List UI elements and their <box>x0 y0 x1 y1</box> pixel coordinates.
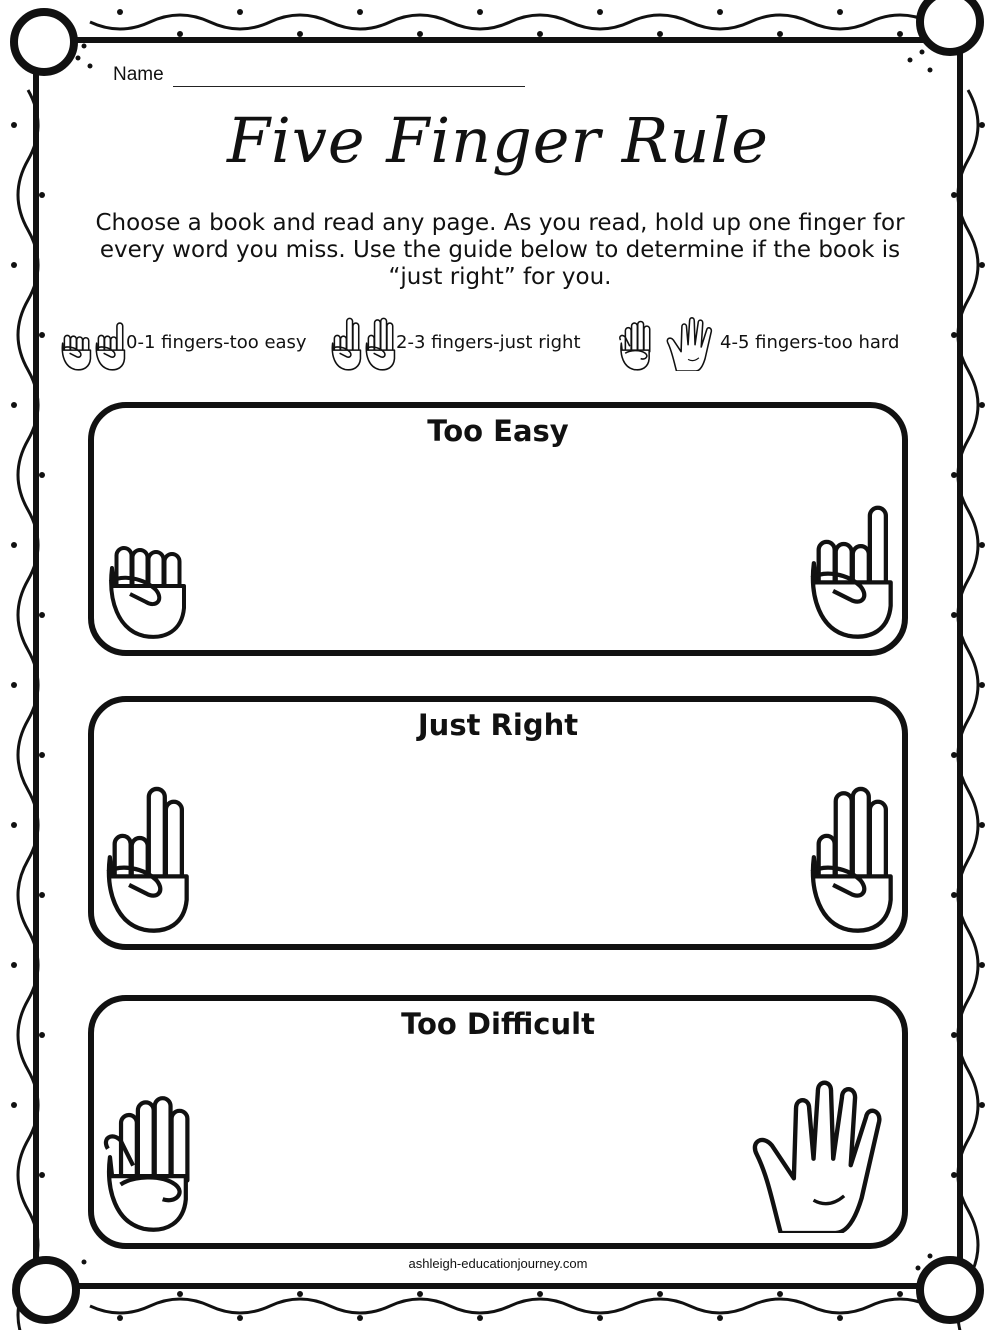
hand-icon <box>92 313 126 371</box>
hand-icon <box>362 313 396 371</box>
too-easy-box[interactable] <box>88 402 908 656</box>
guide-label: 4-5 fingers-too hard <box>720 331 900 353</box>
hand-icon <box>802 480 894 644</box>
hand-icon <box>98 774 190 938</box>
hand-icon <box>58 313 92 371</box>
too-difficult-box[interactable] <box>88 995 908 1249</box>
hand-icon <box>660 313 720 371</box>
guide-label: 0-1 fingers-too easy <box>126 331 307 353</box>
hand-icon <box>328 313 362 371</box>
guide-too-hard <box>612 310 899 374</box>
guide-label: 2-3 fingers-just right <box>396 331 581 353</box>
guide-just-right <box>328 310 581 374</box>
name-field-line[interactable] <box>173 86 525 87</box>
hand-icon <box>98 490 190 644</box>
name-label: Name <box>113 64 164 85</box>
guide-too-easy <box>58 310 307 374</box>
hand-icon <box>744 1069 894 1237</box>
hand-icon <box>612 313 660 371</box>
footer-url: ashleigh-educationjourney.com <box>408 1256 588 1271</box>
box-title: Too Difficult <box>401 1007 595 1041</box>
hand-icon <box>98 1075 202 1237</box>
hand-icon <box>802 774 894 938</box>
just-right-box[interactable] <box>88 696 908 950</box>
instructions-text: Choose a book and read any page. As you read, hold up one finger for every word you miss. Use the guide below to determine if the book is “just right” for you. <box>95 210 905 290</box>
box-title: Too Easy <box>427 414 569 448</box>
box-title: Just Right <box>417 708 579 742</box>
worksheet-title: Five Finger Rule <box>227 104 769 177</box>
